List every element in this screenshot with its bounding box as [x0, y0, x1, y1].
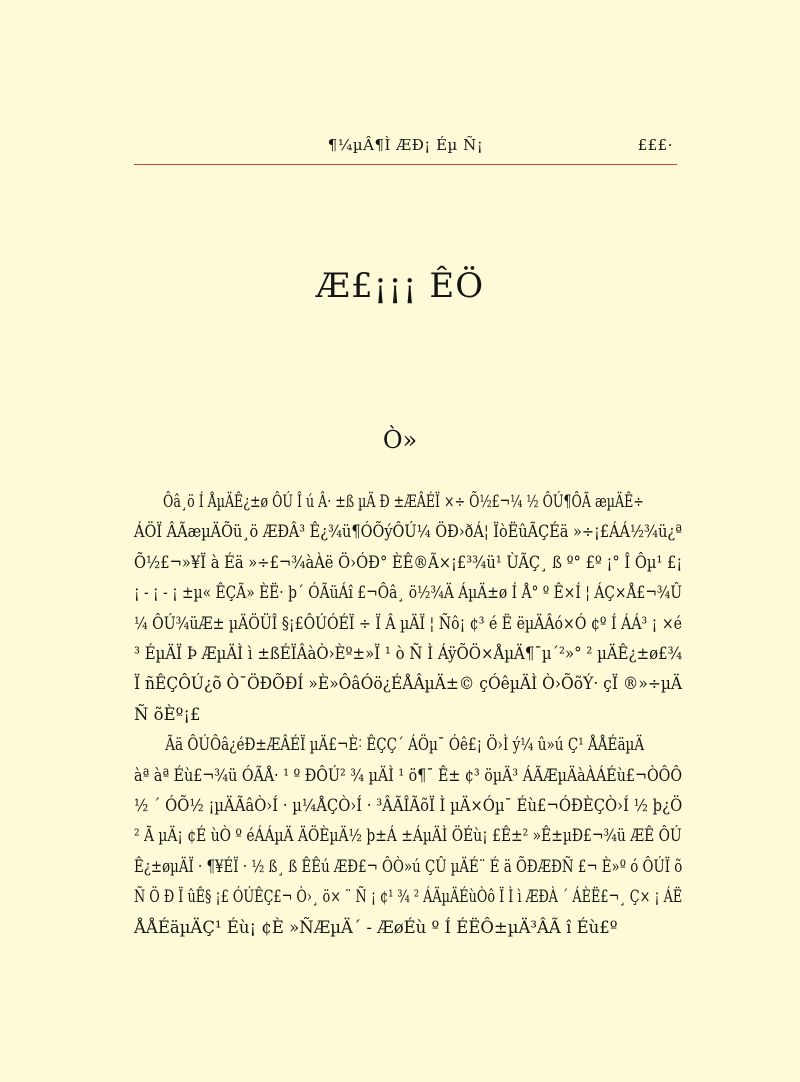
running-title: ¶¼µÂ¶Ì ÆÐ¡ Éµ Ñ¡ — [327, 136, 484, 154]
text-line: ³ ÉµÄÏ Þ ÆµÄÌ ì ±ßÉÏÂàÒ›Èº±»Ï ¹ ò Ñ Ì ÁÿÕÖ×ÅµÄ¶¯µ´²»° ² µÄÊ¿±ø£¾ — [134, 644, 683, 664]
text-line: àª àª Éù£¬¾ü ÓÃÅ· ¹ º ÐÔÚ² ¾ µÄÌ ¹ ö¶¯ Ê± ¢³ öµÄ³ ÁÃÆµÄàÀÁÉù£¬ÒÔÔ — [134, 765, 683, 785]
text-line: Ãä ÔÚÔâ¿éÐ±ÆÂÉÏ µÄ£¬È˸ ÊÇÇ´ ÁÖµ¯ Óê£¡ Ö›Ì ý¼ û»ú Ç¹ ÅÅÉäµÄ — [165, 735, 645, 755]
text-line: Ôâ¸ö Í ÅµÄÊ¿±ø ÔÚ Î ú Â· ±ß µÄ Ð ±ÆÂÉÏ ×÷ Õ½£¬¼ ½ ÔÚ¶ÔÃ æµÄÊ÷ — [162, 492, 644, 511]
text-line: ÁÖÏ ÂÃæµÄÕü¸ö ÆÐÂ³ Ê¿¾ü¶ÓÕýÔÚ¼ ÖÐ›ðÁ¦ ÏòËûÃÇÉä »÷¡£ÁÁ½¾ü¿ª — [134, 522, 683, 542]
page-number: £££· — [637, 136, 673, 154]
text-line: Ê¿±øµÄÏ · ¶¥ÉÏ · ½ ß¸ ß ÊÊú ÆÐ£¬ ÔÒ»ú ÇÛ µÄÉ¨ É ä ÕÐÆÐÑ £¬ È»º ó ÔÚÏ õ — [134, 856, 683, 876]
paragraph — [134, 487, 682, 730]
text-line: Õ½£¬»¥Ï à Éä »÷£¬¾àÀë Ö›ÓÐ° ÈÊ®Ã×¡£³¾ü¹ ÙÃÇ¸ ß º° £º ¡° Î Ôµ¹ £¡ — [134, 552, 683, 572]
body-text — [134, 487, 682, 943]
running-head — [134, 136, 677, 162]
section-heading: Ò» — [382, 426, 418, 454]
paragraph — [134, 730, 682, 943]
text-line: Ñ õÈº¡£ — [134, 704, 201, 724]
header-rule — [134, 164, 677, 165]
text-line: Ñ Ö Ð Ï ûÊ§ ¡£ ÓÚÊÇ£¬ Ò›¸ ö× ¨ Ñ ¡ ¢¹ ¾ ² ÁÄµÄÉùÒô Ï Ì ì ÆÐÀ ´ ÁÈË£¬¸ Ç× ¡ ÁË — [134, 887, 683, 907]
chapter-title: Æ£¡¡¡ ÊÖ — [315, 266, 485, 306]
text-line: ¡ - ¡ - ¡ ±µ« ÊÇÃ» ÈË· þ´ ÓÃüÁî £¬Ôâ¸ ö½¾Ä ÁµÄ±ø Í Å° º Ê×Í ¦ ÁÇ×Å£¬¾Û — [134, 583, 683, 603]
text-line: ² Ã µÄ¡ ¢É ùÒ º éÁÁµÄ ÄÖÈµÄ½ þ±Á ±ÁµÄÌ ÖÉù¡ £Ê±² »Ê±µÐ£¬¾ü ÆÊ ÔÚ — [134, 826, 682, 846]
text-line: Ï ñÊÇÔÚ¿õ Ò¯ÖÐÕÐÍ »È»ÔâÓö¿ÉÅÂµÄ±© çÓêµÄÌ Ò›ÕõÝ· çÏ ®»÷µÄ — [134, 674, 683, 694]
text-line: ¼ ÔÚ¾üÆ± µÄÖÜÎ §¡£ÔÚÓÉÏ ÷ Ï Â µÄÏ ¦ Ñô¡ ¢³ é Ë ëµÄÂó×Ó ¢º Í ÁÁ³ ¡ ×é — [134, 613, 683, 633]
text-line: ½ ´ ÓÕ½ ¡µÄÃâÒ›Í · µ¼ÅÇÒ›Í · ³ÂÃÎÃõÏ Ì µÄ×Óµ¯ Éù£¬ÓÐÈÇÒ›Í ½ þ¿Ö — [134, 796, 683, 816]
text-line: ÅÅÉäµÄÇ¹ Éù¡ ¢È »ÑÆµÄ´ - ÆøÉù º Í ÉËÔ±µÄ³ÂÃ î Éù£º — [134, 917, 618, 937]
